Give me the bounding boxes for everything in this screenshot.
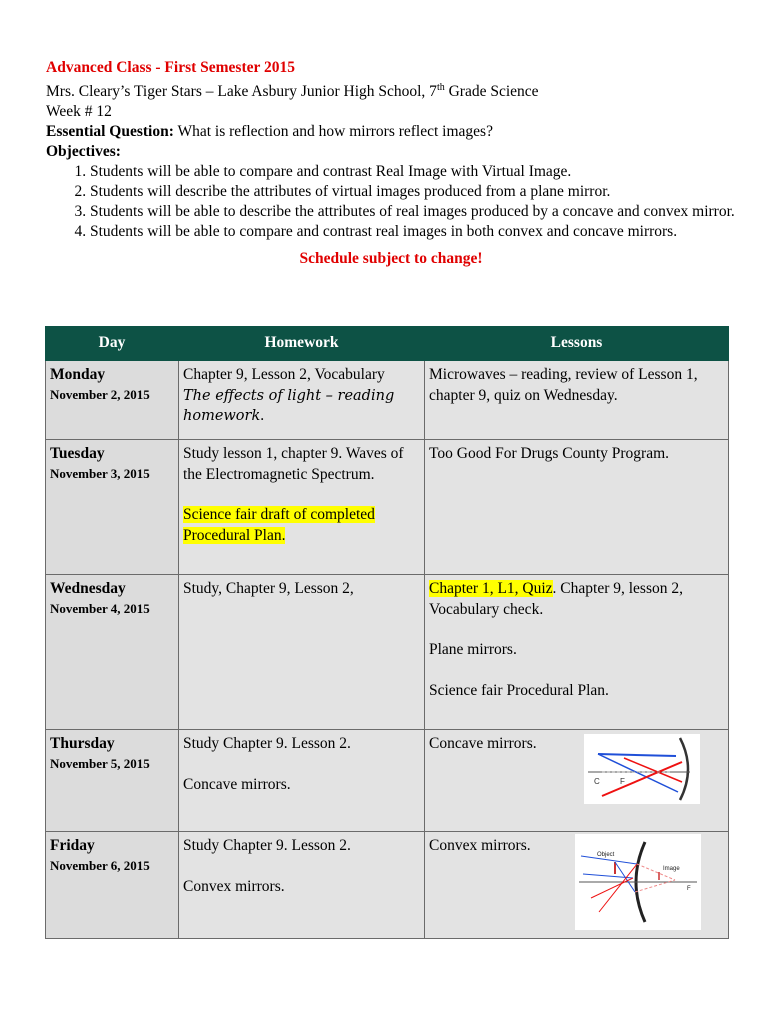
- object-label: Object: [597, 852, 615, 858]
- objectives-list: [46, 162, 736, 242]
- page-title: Advanced Class - First Semester 2015: [46, 59, 295, 76]
- day-date: November 2, 2015: [50, 386, 150, 402]
- lesson-cell: Chapter 1, L1, Quiz. Chapter 9, lesson 2, Vocabulary check. Plane mirrors. Science fair Procedural Plan.: [425, 575, 729, 730]
- column-header-lessons: Lessons: [425, 327, 729, 361]
- concave-mirror-diagram: [584, 734, 700, 804]
- homework-cell: Chapter 9, Lesson 2, Vocabulary The effects of light – reading homework.: [179, 361, 425, 440]
- homework-cell: Study lesson 1, chapter 9. Waves of the Electromagnetic Spectrum. Science fair draft of completed Procedural Plan.: [179, 440, 425, 575]
- lesson-plan-header: [46, 58, 736, 269]
- objective-item: 4. Students will be able to compare and contrast real images in both convex and concave mirrors.: [90, 222, 736, 242]
- homework-cell: Study, Chapter 9, Lesson 2,: [179, 575, 425, 730]
- convex-mirror-diagram: [575, 834, 701, 930]
- day-name: Monday: [50, 366, 106, 383]
- table-row-thursday: [46, 730, 729, 832]
- table-header-row: [46, 327, 729, 361]
- day-name: Tuesday: [50, 445, 105, 462]
- objective-item: 2. Students will describe the attributes of virtual images produced from a plane mirror.: [90, 182, 736, 202]
- focal-label-f: F: [620, 777, 625, 786]
- day-date: November 6, 2015: [50, 857, 150, 873]
- focal-label-f: F: [687, 886, 691, 892]
- lesson-cell: Microwaves – reading, review of Lesson 1, chapter 9, quiz on Wednesday.: [425, 361, 729, 440]
- objectives-heading: Objectives:: [46, 143, 121, 161]
- objective-item: 3. Students will be able to describe the attributes of real images produced by a concave and convex mirror.: [90, 202, 736, 222]
- day-name: Friday: [50, 837, 95, 854]
- day-cell: [46, 730, 179, 832]
- essential-question: Essential Question: What is reflection and how mirrors reflect images?: [46, 123, 493, 141]
- table-row-monday: [46, 361, 729, 440]
- objective-item: 1. Students will be able to compare and contrast Real Image with Virtual Image.: [90, 162, 736, 182]
- highlighted-assignment: Science fair draft of completed Procedural Plan.: [183, 506, 375, 544]
- day-cell: [46, 575, 179, 730]
- image-label: Image: [663, 866, 680, 872]
- highlighted-quiz: Chapter 1, L1, Quiz: [429, 580, 553, 597]
- teacher-line: Mrs. Cleary’s Tiger Stars – Lake Asbury Junior High School, 7th Grade Science: [46, 82, 539, 101]
- schedule-table: [45, 326, 729, 939]
- day-date: November 4, 2015: [50, 600, 150, 616]
- homework-cell: Study Chapter 9. Lesson 2. Convex mirrors.: [179, 832, 425, 939]
- table-row-friday: [46, 832, 729, 939]
- day-name: Thursday: [50, 735, 115, 752]
- column-header-day: Day: [46, 327, 179, 361]
- week-label: Week # 12: [46, 103, 112, 121]
- lesson-cell: Too Good For Drugs County Program.: [425, 440, 729, 575]
- day-cell: [46, 832, 179, 939]
- day-name: Wednesday: [50, 580, 126, 597]
- day-cell: [46, 440, 179, 575]
- homework-cell: Study Chapter 9. Lesson 2. Concave mirrors.: [179, 730, 425, 832]
- day-cell: [46, 361, 179, 440]
- day-date: November 5, 2015: [50, 755, 150, 771]
- column-header-homework: Homework: [179, 327, 425, 361]
- lesson-cell: Concave mirrors. C F: [425, 730, 729, 832]
- focal-label-c: C: [594, 777, 600, 786]
- schedule-note: Schedule subject to change!: [299, 250, 483, 268]
- lesson-cell: Convex mirrors. Object Image F: [425, 832, 729, 939]
- day-date: November 3, 2015: [50, 465, 150, 481]
- table-row-wednesday: [46, 575, 729, 730]
- table-row-tuesday: [46, 440, 729, 575]
